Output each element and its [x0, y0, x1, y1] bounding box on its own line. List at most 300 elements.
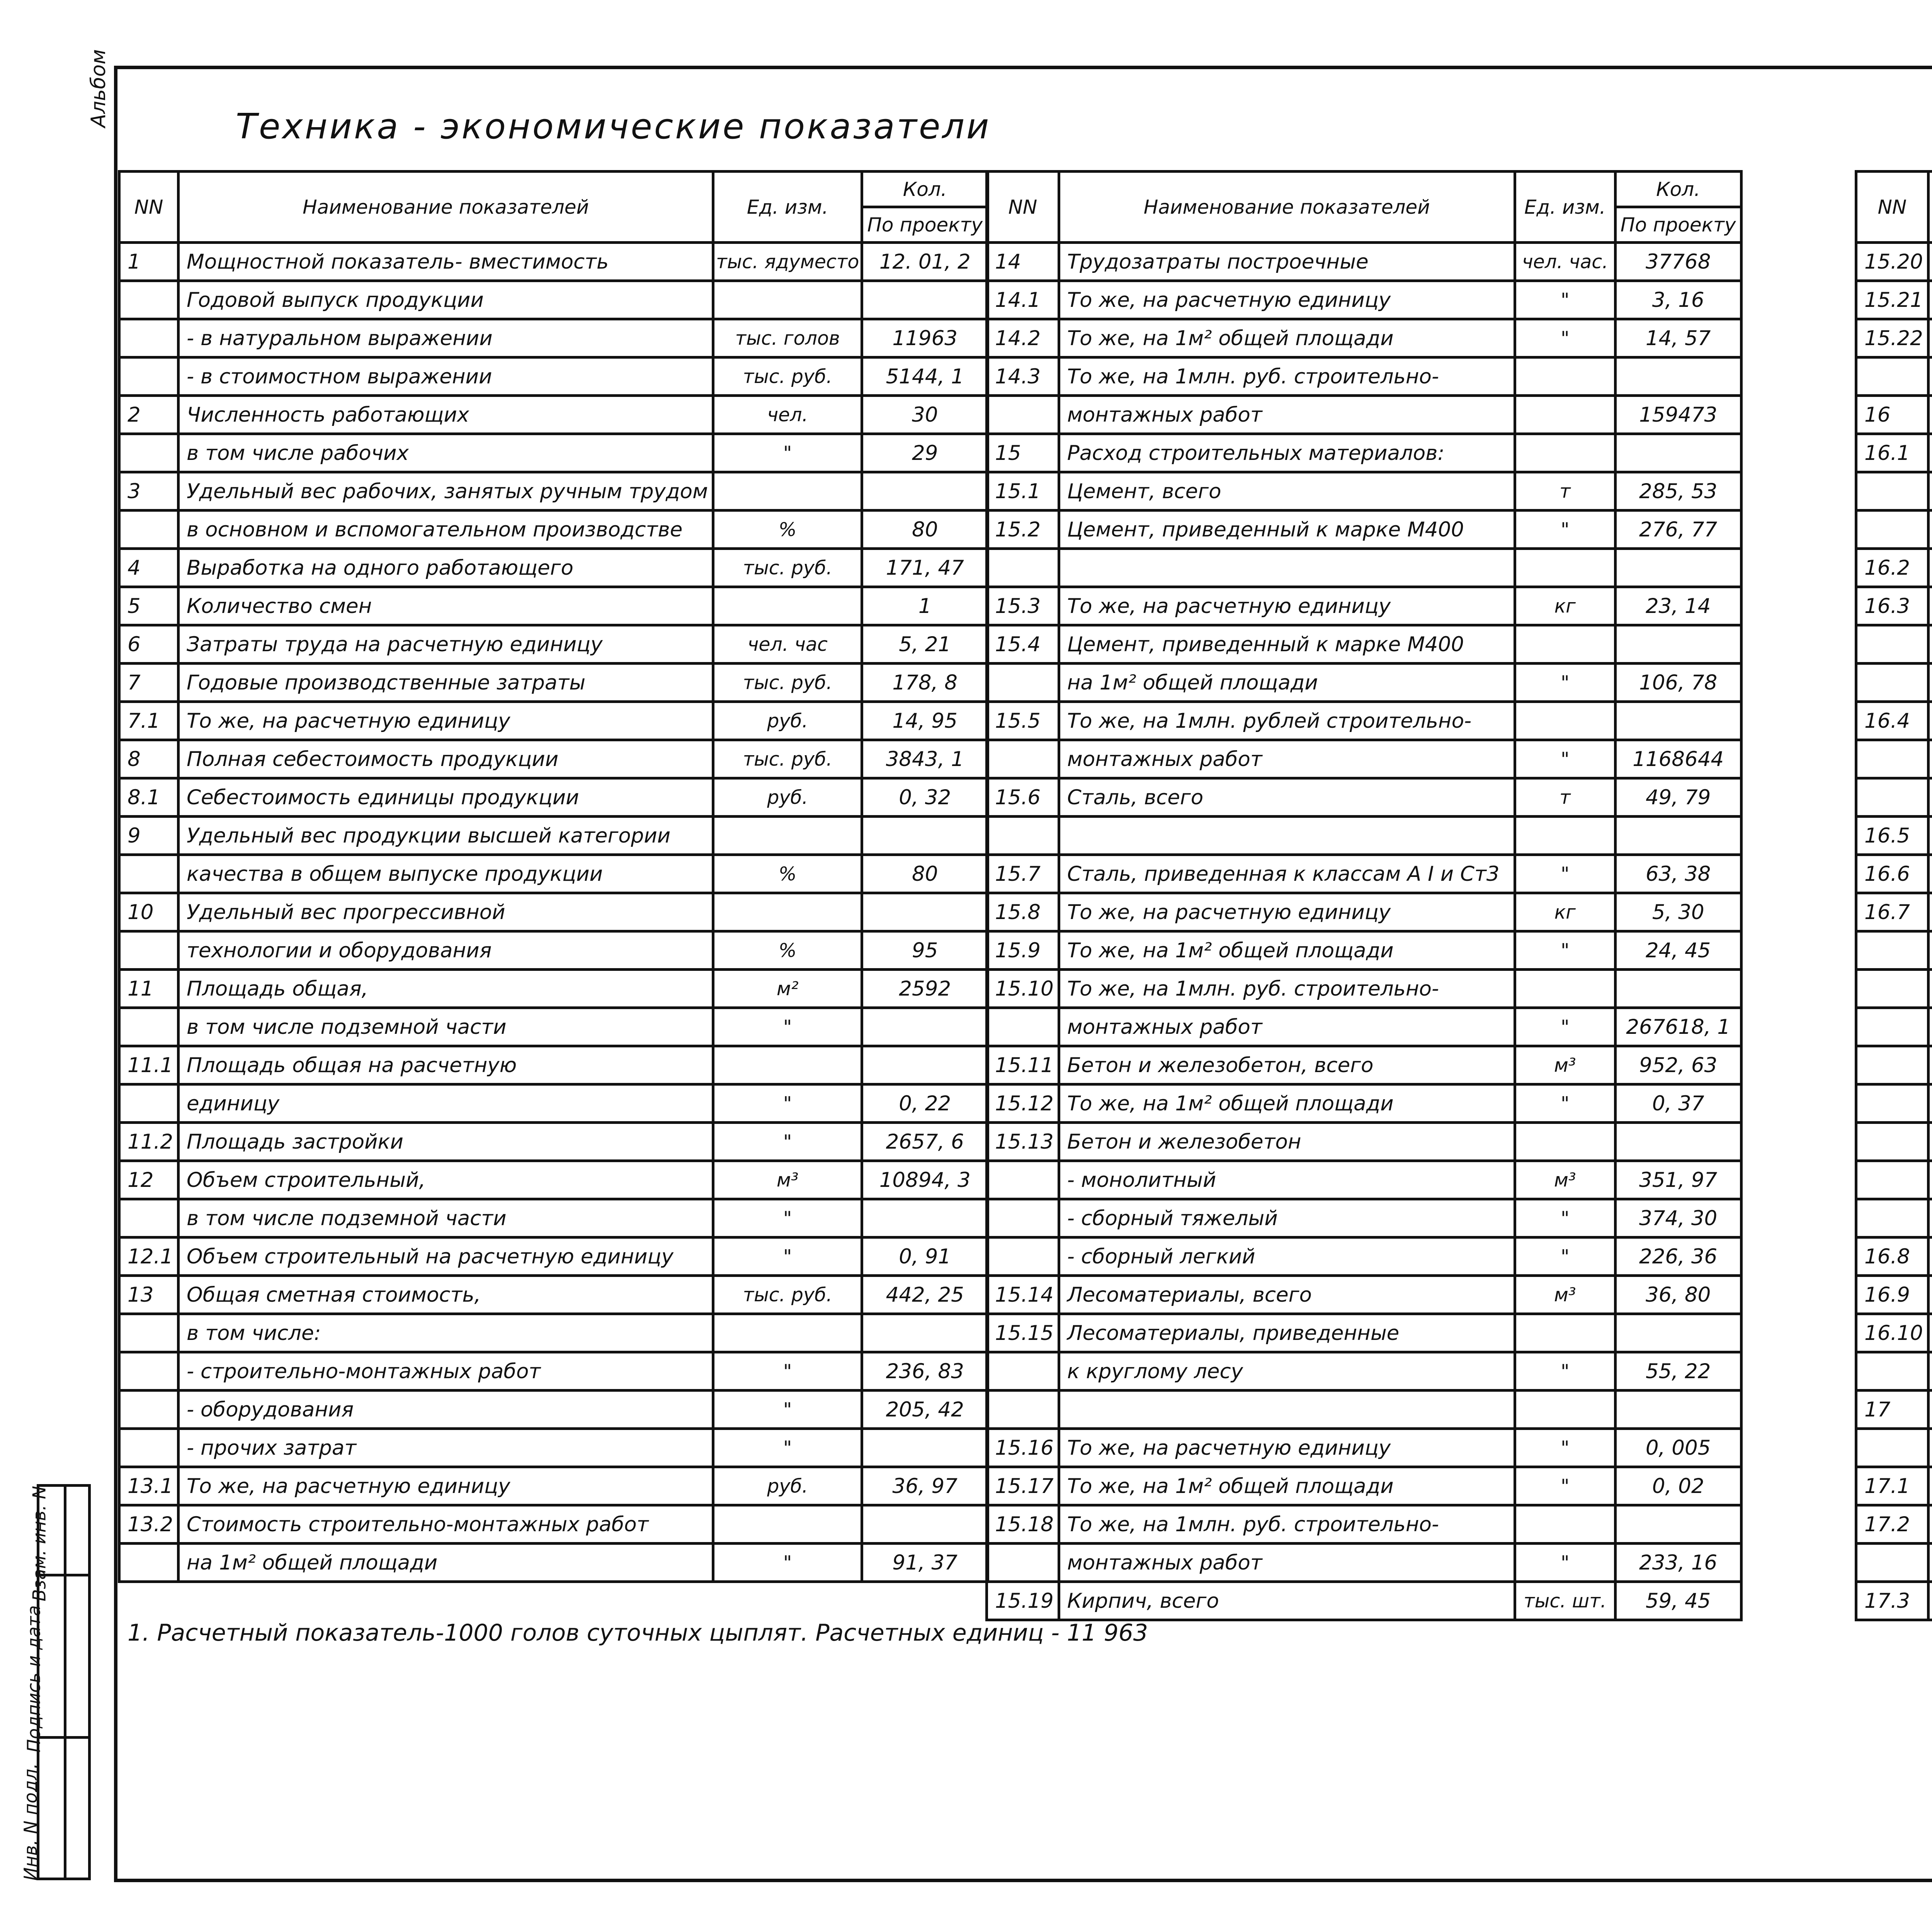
cell-unit: "	[1515, 1544, 1615, 1582]
cell-name: - в натуральном выражении	[179, 319, 713, 357]
table-row	[119, 855, 988, 893]
cell-unit: "	[1515, 1467, 1615, 1505]
cell-name	[1928, 931, 1932, 970]
table-row	[987, 702, 1742, 740]
cell-name: Годовые производственные затраты	[179, 664, 713, 702]
cell-value	[862, 817, 988, 855]
cell-unit: "	[1515, 931, 1615, 970]
cell-number	[1856, 740, 1929, 778]
cell-unit	[1515, 549, 1615, 587]
cell-value	[862, 472, 988, 511]
cell-number	[119, 281, 179, 319]
table-row	[1856, 1161, 1932, 1199]
table-row	[1856, 1314, 1932, 1352]
table-row	[1856, 625, 1932, 664]
cell-value: 49, 79	[1615, 778, 1741, 817]
table-row	[1856, 778, 1932, 817]
table-row	[1856, 931, 1932, 970]
cell-value: 55, 22	[1615, 1352, 1741, 1391]
header-name	[1928, 172, 1932, 243]
cell-unit	[1515, 357, 1615, 396]
cell-name	[1928, 1084, 1932, 1123]
cell-number	[1856, 778, 1929, 817]
cell-unit: "	[713, 1391, 862, 1429]
cell-unit: "	[1515, 740, 1615, 778]
cell-value	[862, 1314, 988, 1352]
table-row	[119, 778, 988, 817]
table-row	[119, 587, 988, 625]
cell-number: 15.19	[987, 1582, 1059, 1620]
cell-number	[1856, 511, 1929, 549]
cell-value: 59, 45	[1615, 1582, 1741, 1620]
cell-name: Удельный вес рабочих, занятых ручным трудом	[179, 472, 713, 511]
cell-name	[1928, 319, 1932, 357]
table-row	[1856, 664, 1932, 702]
side-divider	[39, 1736, 88, 1739]
cell-number	[987, 1238, 1059, 1276]
table-row	[1856, 1467, 1932, 1505]
table-row	[987, 1505, 1742, 1544]
cell-number: 13.1	[119, 1467, 179, 1505]
cell-name: То же, на расчетную единицу	[179, 702, 713, 740]
cell-number: 7	[119, 664, 179, 702]
cell-unit: тыс. руб.	[713, 357, 862, 396]
table-row	[119, 1123, 988, 1161]
cell-unit	[713, 1505, 862, 1544]
cell-number: 15.22	[1856, 319, 1929, 357]
cell-name	[1928, 1161, 1932, 1199]
cell-value: 159473	[1615, 396, 1741, 434]
cell-unit: "	[713, 1544, 862, 1582]
cell-name: То же, на 1м² общей площади	[1059, 319, 1515, 357]
cell-number: 15.3	[987, 587, 1059, 625]
cell-value: 14, 57	[1615, 319, 1741, 357]
cell-number: 16.5	[1856, 817, 1929, 855]
cell-number: 15.14	[987, 1276, 1059, 1314]
cell-value: 80	[862, 511, 988, 549]
table-row	[987, 740, 1742, 778]
cell-number: 15.9	[987, 931, 1059, 970]
cell-name: - оборудования	[179, 1391, 713, 1429]
cell-name: То же, на 1млн. рублей строительно-	[1059, 702, 1515, 740]
cell-value	[1615, 357, 1741, 396]
cell-unit: м³	[1515, 1161, 1615, 1199]
table-row	[1856, 893, 1932, 931]
cell-number: 11.2	[119, 1123, 179, 1161]
cell-value: 0, 91	[862, 1238, 988, 1276]
cell-number: 12	[119, 1161, 179, 1199]
cell-number: 9	[119, 817, 179, 855]
cell-number: 16.6	[1856, 855, 1929, 893]
table-row	[119, 1391, 988, 1429]
cell-number	[119, 511, 179, 549]
cell-value: 30	[862, 396, 988, 434]
cell-number: 7.1	[119, 702, 179, 740]
cell-unit: м³	[1515, 1046, 1615, 1084]
cell-name	[1928, 357, 1932, 396]
cell-value: 0, 32	[862, 778, 988, 817]
cell-unit: м³	[1515, 1276, 1615, 1314]
cell-number	[119, 1314, 179, 1352]
cell-number	[987, 664, 1059, 702]
cell-number	[119, 1008, 179, 1046]
cell-value: 276, 77	[1615, 511, 1741, 549]
cell-value	[1615, 817, 1741, 855]
cell-name	[1928, 243, 1932, 281]
cell-name: Цемент, всего	[1059, 472, 1515, 511]
table-row	[1856, 357, 1932, 396]
cell-name	[1059, 1391, 1515, 1429]
cell-name: Стоимость строительно-монтажных работ	[179, 1505, 713, 1544]
cell-unit: тыс. ядуместо	[713, 243, 862, 281]
cell-name: Общая сметная стоимость,	[179, 1276, 713, 1314]
cell-name: - монолитный	[1059, 1161, 1515, 1199]
cell-name: Цемент, приведенный к марке М400	[1059, 625, 1515, 664]
cell-number	[987, 1391, 1059, 1429]
table-row	[1856, 1505, 1932, 1544]
header-nn: NN	[119, 172, 179, 243]
cell-name: То же, на 1м² общей площади	[1059, 1084, 1515, 1123]
cell-unit: "	[713, 1008, 862, 1046]
cell-number: 15.21	[1856, 281, 1929, 319]
cell-unit: "	[713, 1084, 862, 1123]
cell-number	[1856, 625, 1929, 664]
cell-number: 14	[987, 243, 1059, 281]
cell-value: 285, 53	[1615, 472, 1741, 511]
table-row	[1856, 319, 1932, 357]
cell-value	[1615, 1314, 1741, 1352]
table-row	[119, 1276, 988, 1314]
cell-value: 36, 97	[862, 1467, 988, 1505]
table-row	[119, 702, 988, 740]
cell-number	[119, 1391, 179, 1429]
cell-name	[1928, 472, 1932, 511]
table-row	[119, 1544, 988, 1582]
cell-unit: м³	[713, 1161, 862, 1199]
table-row	[119, 549, 988, 587]
cell-unit: "	[713, 1123, 862, 1161]
cell-name: - в стоимостном выражении	[179, 357, 713, 396]
cell-name	[1928, 970, 1932, 1008]
cell-unit: тыс. руб.	[713, 549, 862, 587]
table-row	[119, 1199, 988, 1238]
table-row	[119, 893, 988, 931]
table-row	[1856, 1238, 1932, 1276]
cell-unit: "	[1515, 1429, 1615, 1467]
table-row	[119, 1314, 988, 1352]
cell-value: 5, 21	[862, 625, 988, 664]
table-row	[987, 893, 1742, 931]
cell-number	[119, 357, 179, 396]
side-label-vzam: Взам. инв. N	[29, 1486, 50, 1602]
cell-value: 10894, 3	[862, 1161, 988, 1199]
cell-value: 80	[862, 855, 988, 893]
cell-number	[987, 549, 1059, 587]
table-row	[987, 281, 1742, 319]
cell-name	[1928, 434, 1932, 472]
cell-unit: тыс. шт.	[1515, 1582, 1615, 1620]
cell-name: на 1м² общей площади	[1059, 664, 1515, 702]
cell-name: в том числе:	[179, 1314, 713, 1352]
table-row	[119, 1008, 988, 1046]
cell-number	[1856, 1544, 1929, 1582]
table-3-wrapper	[1855, 170, 1932, 1621]
table-row	[1856, 970, 1932, 1008]
cell-name	[1928, 1123, 1932, 1161]
table-row	[119, 1161, 988, 1199]
cell-unit	[713, 1046, 862, 1084]
cell-name: единицу	[179, 1084, 713, 1123]
cell-unit: чел. час	[713, 625, 862, 664]
cell-number	[987, 740, 1059, 778]
table-row	[119, 1352, 988, 1391]
header-nn: NN	[1856, 172, 1929, 243]
cell-number	[1856, 970, 1929, 1008]
table-row	[1856, 1123, 1932, 1161]
cell-name: То же, на 1м² общей площади	[1059, 1467, 1515, 1505]
table-row	[1856, 396, 1932, 434]
cell-unit	[713, 1314, 862, 1352]
cell-number: 16.2	[1856, 549, 1929, 587]
side-label-inv-podl: Инв. N подл.	[20, 1763, 41, 1881]
cell-number: 16.10	[1856, 1314, 1929, 1352]
cell-number	[987, 1352, 1059, 1391]
header-qty: Кол.	[1615, 172, 1741, 207]
cell-name	[1928, 587, 1932, 625]
table-row	[119, 357, 988, 396]
cell-value: 226, 36	[1615, 1238, 1741, 1276]
table-row	[119, 664, 988, 702]
cell-unit: чел. час.	[1515, 243, 1615, 281]
cell-unit: "	[1515, 319, 1615, 357]
cell-name: То же, на 1м² общей площади	[1059, 931, 1515, 970]
cell-name	[1928, 1046, 1932, 1084]
table-row	[1856, 855, 1932, 893]
cell-unit: кг	[1515, 893, 1615, 931]
table-row	[1856, 281, 1932, 319]
cell-unit: руб.	[713, 702, 862, 740]
cell-number: 1	[119, 243, 179, 281]
cell-unit: тыс. голов	[713, 319, 862, 357]
cell-value: 63, 38	[1615, 855, 1741, 893]
cell-name: Численность работающих	[179, 396, 713, 434]
cell-number: 6	[119, 625, 179, 664]
cell-name: в основном и вспомогательном производстве	[179, 511, 713, 549]
cell-value: 5144, 1	[862, 357, 988, 396]
table-row	[987, 1544, 1742, 1582]
page-title: Техника - экономические показатели	[236, 106, 991, 147]
cell-unit: чел.	[713, 396, 862, 434]
cell-number	[119, 1429, 179, 1467]
cell-value: 2657, 6	[862, 1123, 988, 1161]
header-name: Наименование показателей	[1059, 172, 1515, 243]
cell-number: 2	[119, 396, 179, 434]
cell-number: 15.11	[987, 1046, 1059, 1084]
header-unit: Ед. изм.	[1515, 172, 1615, 243]
header-per-project: По проекту	[1615, 207, 1741, 243]
cell-value: 5, 30	[1615, 893, 1741, 931]
table-row	[1856, 511, 1932, 549]
cell-number: 8.1	[119, 778, 179, 817]
side-divider	[39, 1574, 88, 1576]
cell-number: 15.17	[987, 1467, 1059, 1505]
cell-number: 15.13	[987, 1123, 1059, 1161]
table-row	[1856, 1199, 1932, 1238]
cell-value: 14, 95	[862, 702, 988, 740]
side-label-podpis: Подпись и дата	[23, 1605, 44, 1753]
table-row	[987, 1276, 1742, 1314]
cell-unit	[1515, 1391, 1615, 1429]
cell-value: 205, 42	[862, 1391, 988, 1429]
table-row	[119, 740, 988, 778]
cell-number: 13	[119, 1276, 179, 1314]
cell-unit: %	[713, 855, 862, 893]
cell-number	[1856, 664, 1929, 702]
cell-name	[1928, 664, 1932, 702]
cell-number	[119, 931, 179, 970]
cell-name	[1928, 549, 1932, 587]
cell-name: Объем строительный,	[179, 1161, 713, 1199]
table-row	[987, 625, 1742, 664]
cell-name	[1928, 740, 1932, 778]
cell-value: 12. 01, 2	[862, 243, 988, 281]
indicators-table-2	[985, 170, 1743, 1621]
cell-name: Сталь, всего	[1059, 778, 1515, 817]
cell-name: Мощностной показатель- вместимость	[179, 243, 713, 281]
cell-unit	[713, 472, 862, 511]
table-row	[1856, 740, 1932, 778]
cell-unit: %	[713, 511, 862, 549]
cell-value: 3, 16	[1615, 281, 1741, 319]
table-row	[119, 472, 988, 511]
cell-number: 16.1	[1856, 434, 1929, 472]
table-row	[987, 1161, 1742, 1199]
table-row	[987, 1123, 1742, 1161]
table-row	[1856, 434, 1932, 472]
table-row	[1856, 243, 1932, 281]
cell-number	[1856, 1046, 1929, 1084]
cell-unit	[1515, 970, 1615, 1008]
footnote: 1. Расчетный показатель-1000 голов суточных цыплят. Расчетных единиц - 11 963	[128, 1619, 1148, 1646]
cell-unit	[1515, 434, 1615, 472]
table-row	[987, 549, 1742, 587]
cell-number: 15.6	[987, 778, 1059, 817]
table-row	[119, 970, 988, 1008]
cell-value: 178, 8	[862, 664, 988, 702]
cell-name: Годовой выпуск продукции	[179, 281, 713, 319]
cell-number: 4	[119, 549, 179, 587]
cell-number: 14.3	[987, 357, 1059, 396]
cell-unit	[1515, 625, 1615, 664]
table-row	[987, 1314, 1742, 1352]
cell-name: - строительно-монтажных работ	[179, 1352, 713, 1391]
table-1-wrapper	[118, 170, 989, 1583]
cell-value	[1615, 1505, 1741, 1544]
cell-name: То же, на расчетную единицу	[1059, 587, 1515, 625]
cell-name: монтажных работ	[1059, 396, 1515, 434]
cell-name	[1928, 281, 1932, 319]
cell-name: Цемент, приведенный к марке М400	[1059, 511, 1515, 549]
cell-name	[1928, 511, 1932, 549]
table-row	[119, 931, 988, 970]
table-row	[1856, 1429, 1932, 1467]
cell-name	[1928, 893, 1932, 931]
indicators-table-3	[1855, 170, 1932, 1621]
table-row	[1856, 1391, 1932, 1429]
table-row	[1856, 472, 1932, 511]
cell-name: Полная себестоимость продукции	[179, 740, 713, 778]
cell-name: - прочих затрат	[179, 1429, 713, 1467]
cell-number	[1856, 1084, 1929, 1123]
header-qty: Кол.	[862, 172, 988, 207]
cell-number	[987, 1199, 1059, 1238]
table-row	[987, 587, 1742, 625]
cell-unit	[713, 817, 862, 855]
cell-value: 1	[862, 587, 988, 625]
cell-value: 37768	[1615, 243, 1741, 281]
cell-unit: "	[713, 1199, 862, 1238]
cell-number: 15.2	[987, 511, 1059, 549]
cell-name: Удельный вес продукции высшей категории	[179, 817, 713, 855]
cell-unit	[1515, 1123, 1615, 1161]
table-row	[987, 1391, 1742, 1429]
cell-number	[119, 434, 179, 472]
cell-number: 15.10	[987, 970, 1059, 1008]
cell-name: - сборный тяжелый	[1059, 1199, 1515, 1238]
cell-value: 0, 37	[1615, 1084, 1741, 1123]
header-unit: Ед. изм.	[713, 172, 862, 243]
side-stamp	[20, 1484, 91, 1881]
cell-number	[987, 817, 1059, 855]
cell-unit: тыс. руб.	[713, 664, 862, 702]
cell-unit: "	[1515, 1084, 1615, 1123]
cell-number: 16.3	[1856, 587, 1929, 625]
cell-name: Выработка на одного работающего	[179, 549, 713, 587]
table-row	[1856, 1046, 1932, 1084]
cell-value: 236, 83	[862, 1352, 988, 1391]
cell-value: 36, 80	[1615, 1276, 1741, 1314]
cell-value: 91, 37	[862, 1544, 988, 1582]
table-row	[987, 970, 1742, 1008]
cell-name: Бетон и железобетон	[1059, 1123, 1515, 1161]
cell-name: Затраты труда на расчетную единицу	[179, 625, 713, 664]
cell-value: 267618, 1	[1615, 1008, 1741, 1046]
table-row	[987, 511, 1742, 549]
cell-value	[1615, 1391, 1741, 1429]
table-row	[119, 625, 988, 664]
cell-name	[1928, 1238, 1932, 1276]
table-row	[987, 1238, 1742, 1276]
header-per-project: По проекту	[862, 207, 988, 243]
table-row	[1856, 702, 1932, 740]
cell-value: 442, 25	[862, 1276, 988, 1314]
cell-number: 8	[119, 740, 179, 778]
cell-name	[1928, 778, 1932, 817]
cell-value: 952, 63	[1615, 1046, 1741, 1084]
cell-number	[1856, 1123, 1929, 1161]
cell-unit: т	[1515, 472, 1615, 511]
table-row	[987, 1046, 1742, 1084]
table-row	[119, 281, 988, 319]
cell-name: технологии и оборудования	[179, 931, 713, 970]
cell-number: 15.18	[987, 1505, 1059, 1544]
cell-name: Объем строительный на расчетную единицу	[179, 1238, 713, 1276]
cell-unit: "	[713, 1429, 862, 1467]
cell-unit	[1515, 817, 1615, 855]
cell-number: 17.3	[1856, 1582, 1929, 1620]
cell-value: 2592	[862, 970, 988, 1008]
cell-number	[1856, 1161, 1929, 1199]
